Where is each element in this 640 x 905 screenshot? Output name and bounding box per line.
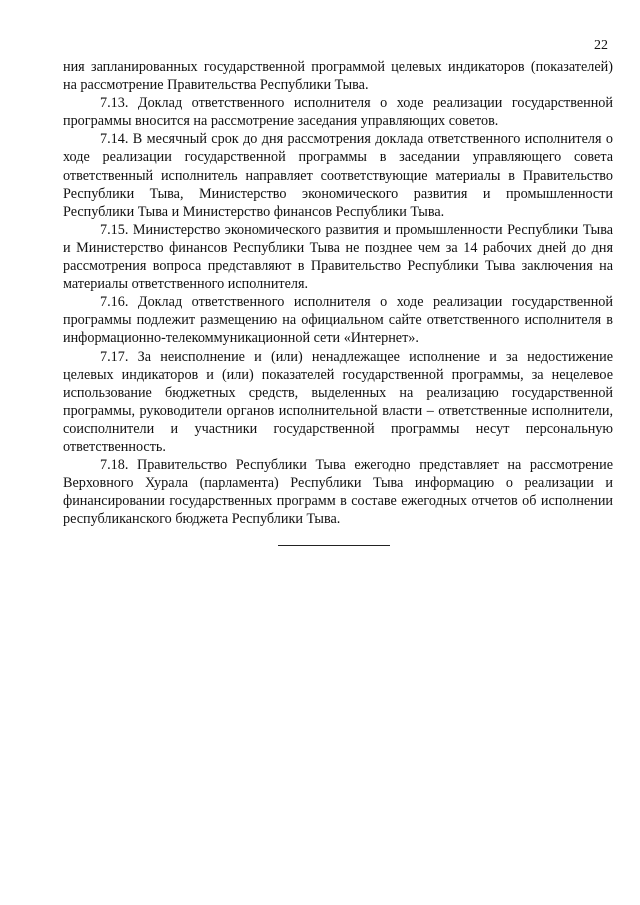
paragraph-7-14: 7.14. В месячный срок до дня рассмотрения доклада ответственного исполнителя о ходе реализации государственной программы в заседании управляющего совета ответственный исполнитель направляет соответствующие материалы в Правительство Республики Тыва, Министерство экономического развития и промышленности Республики Тыва и Министерство финансов Республики Тыва. xyxy=(63,131,613,220)
paragraph-7-17: 7.17. За неисполнение и (или) ненадлежащее исполнение и за недостижение целевых индикаторов и (или) показателей государственной программы, за нецелевое использование бюджетных средств, выделенных на реализацию государственной программы, руководители органов исполнительной власти – ответственные исполнители, соисполнители и участники государственной программы несут персональную ответственность. xyxy=(63,348,613,455)
paragraph-continuation: ния запланированных государственной программой целевых индикаторов (показателей) на рассмотрение Правительства Республики Тыва. xyxy=(63,59,613,94)
document-body xyxy=(63,58,613,528)
paragraph-7-13: 7.13. Доклад ответственного исполнителя о ходе реализации государственной программы вносится на рассмотрение заседания управляющих советов. xyxy=(63,95,613,130)
paragraph-7-18: 7.18. Правительство Республики Тыва ежегодно представляет на рассмотрение Верховного Хурала (парламента) Республики Тыва информацию о реализации и финансировании государственных программ в составе ежегодных отчетов об исполнении республиканского бюджета Республики Тыва. xyxy=(63,457,613,528)
end-of-document-divider xyxy=(278,545,390,546)
paragraph-7-16: 7.16. Доклад ответственного исполнителя о ходе реализации государственной программы подлежит размещению на официальном сайте ответственного исполнителя в информационно-телекоммуникационной сети «Интернет». xyxy=(63,294,613,347)
paragraph-7-15: 7.15. Министерство экономического развития и промышленности Республики Тыва и Министерство финансов Республики Тыва не позднее чем за 14 рабочих дней до дня рассмотрения вопроса представляют в Правительство Республики Тыва заключения на материалы ответственного исполнителя. xyxy=(63,221,613,293)
page-number: 22 xyxy=(594,38,608,53)
